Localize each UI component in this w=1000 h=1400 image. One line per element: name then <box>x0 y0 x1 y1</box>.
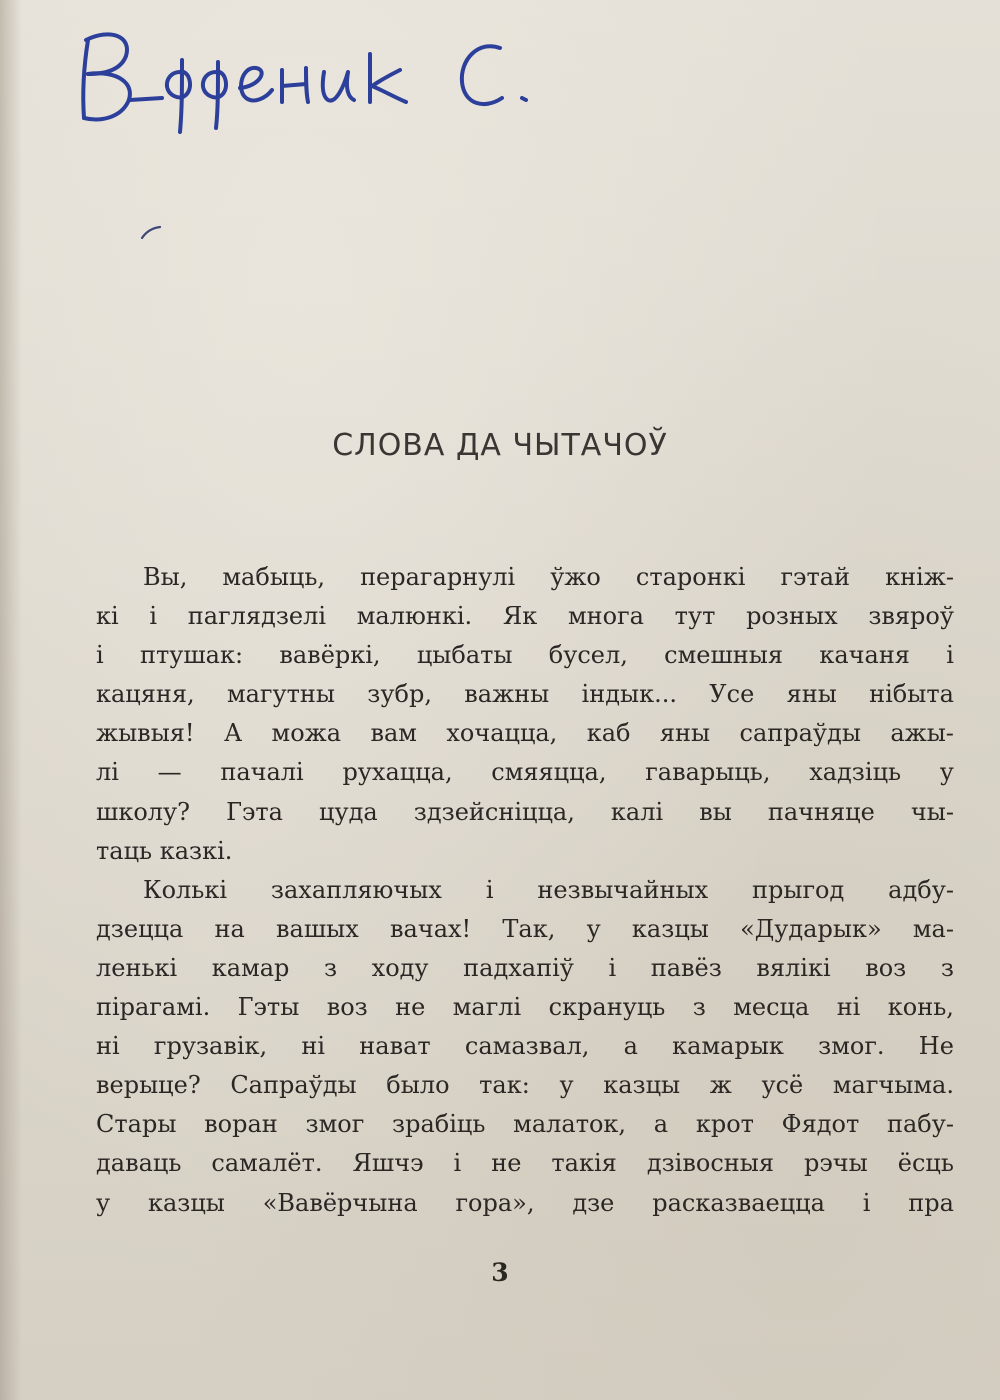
text-line: ні грузавік, ні нават самазвал, а камарык змог. Не <box>96 1032 954 1061</box>
text-line: даваць самалёт. Яшчэ і не такія дзівосныя рэчы ёсць <box>96 1149 954 1178</box>
ink-mark <box>138 222 168 242</box>
text-line: Вы, мабыць, перагарнулі ўжо старонкі гэтай кніж- <box>143 563 954 591</box>
section-heading: СЛОВА ДА ЧЫТАЧОЎ <box>332 428 668 463</box>
handwritten-signature <box>70 10 540 135</box>
text-line: дзецца на вашых вачах! Так, у казцы «Дударык» ма- <box>96 914 954 943</box>
text-line: жывыя! А можа вам хочацца, каб яны сапраўды ажы- <box>96 719 954 748</box>
text-line: кі і паглядзелі малюнкі. Як многа тут розных звяроў <box>96 602 954 631</box>
text-line: у казцы «Вавёрчына гора», дзе расказваецца і пра <box>96 1188 954 1217</box>
text-line: пірагамі. Гэты воз не маглі скрануць з месца ні конь, <box>96 993 954 1022</box>
text-line: ленькі камар з ходу падхапіў і павёз вялікі воз з <box>96 953 954 982</box>
page-edge-shadow <box>0 0 22 1400</box>
text-line: Стары воран змог зрабіць малаток, а крот Фядот пабу- <box>96 1110 954 1139</box>
text-line: школу? Гэта цуда здзейсніцца, калі вы пачняце чы- <box>96 797 954 826</box>
page-number: 3 <box>491 1258 509 1287</box>
text-line: і птушак: вавёркі, цыбаты бусел, смешныя качаня і <box>96 641 954 670</box>
body-text <box>96 558 954 1223</box>
text-line: Колькі захапляючых і незвычайных прыгод адбу- <box>143 875 954 904</box>
text-line: кацяня, магутны зубр, важны індык... Усе яны нібыта <box>96 680 954 709</box>
text-line: верыце? Сапраўды было так: у казцы ж усё магчыма. <box>96 1071 954 1100</box>
text-line: лі — пачалі рухацца, смяяцца, гаварыць, хадзіць у <box>96 758 954 787</box>
text-line: таць казкі. <box>96 836 233 865</box>
